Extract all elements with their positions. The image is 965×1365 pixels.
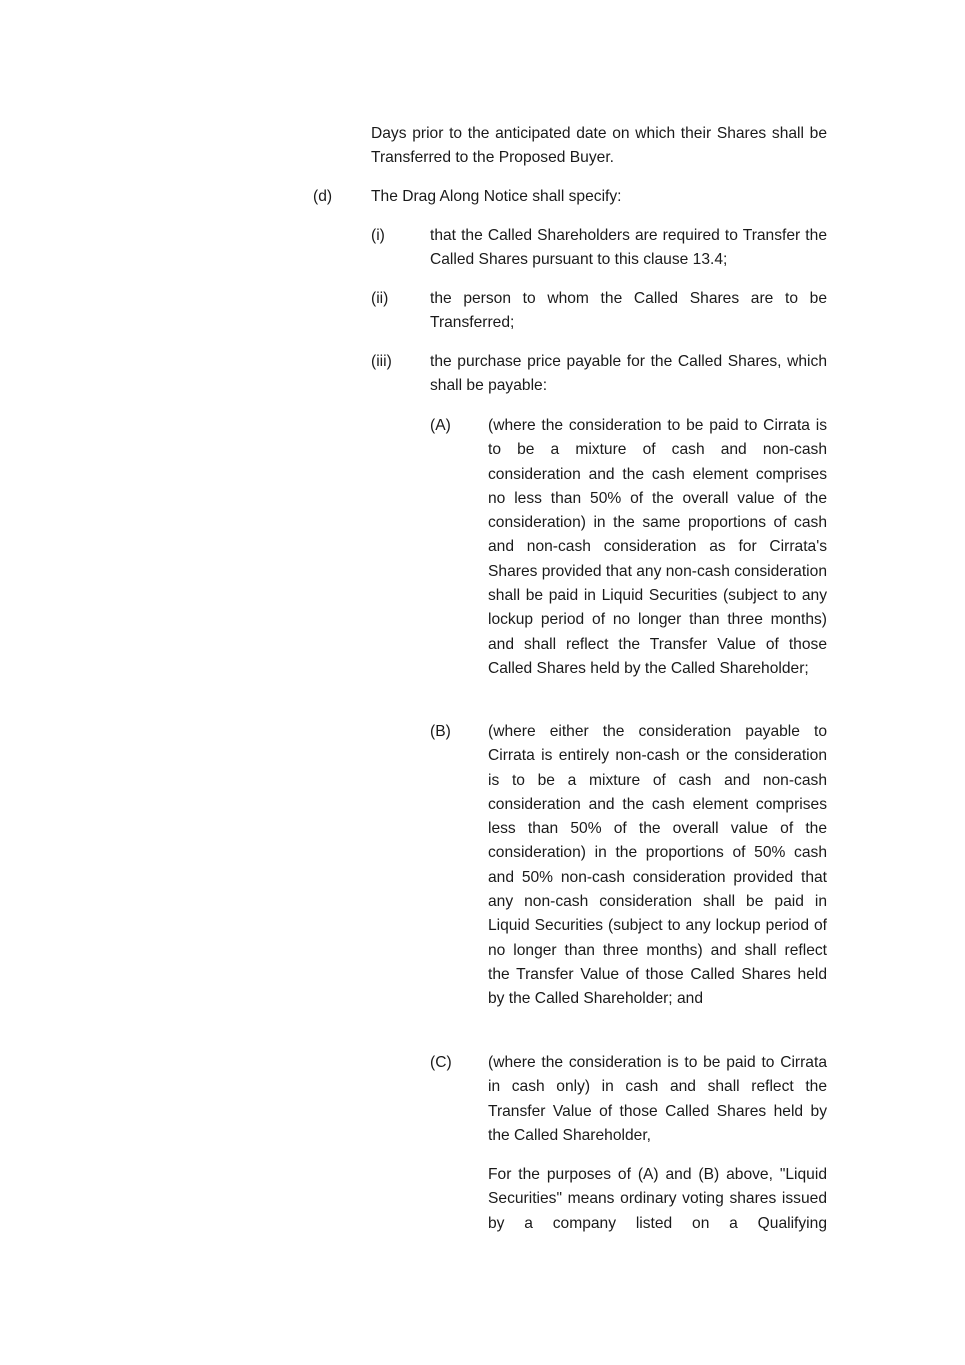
clause-c-label: (C) bbox=[430, 1054, 452, 1071]
clause-d-label: (d) bbox=[313, 188, 333, 205]
clause-a-text: (where the consideration to be paid to Cirrata is to be a mixture of cash and non-cash consideration and the cash element comprises no less than 50% of the overall value of the consideration) in the same proportions of cash and non-cash consideration as for Cirrata's Shares provided that any non-cash consideration shall be paid in Liquid Securities (subject to any lockup period of no longer than three months) and shall reflect the Transfer Value of those Called Shares held by the Called Shareholder; bbox=[488, 417, 827, 677]
clause-c-text: (where the consideration is to be paid to Cirrata in cash only) in cash and shall reflect the Transfer Value of those Called Shares held by the Called Shareholder, bbox=[488, 1054, 827, 1144]
clause-b-text: (where either the consideration payable to Cirrata is entirely non-cash or the consideration is to be a mixture of cash and non-cash consideration and the cash element comprises less than 50% of the overall value of the consideration) in the proportions of 50% cash and 50% non-cash consideration provided that any non-cash consideration shall be paid in Liquid Securities (subject to any lockup period of no longer than three months) and shall reflect the Transfer Value of those Called Shares held by the Called Shareholder; and bbox=[488, 723, 827, 1008]
liquid-securities-definition: For the purposes of (A) and (B) above, "Liquid Securities" means ordinary voting shares issued by a company listed on a Qualifying bbox=[488, 1166, 827, 1232]
clause-d-text: The Drag Along Notice shall specify: bbox=[371, 188, 622, 205]
clause-i-text: that the Called Shareholders are required to Transfer the Called Shares pursuant to this clause 13.4; bbox=[430, 227, 827, 269]
clause-iii-text: the purchase price payable for the Called Shares, which shall be payable: bbox=[430, 353, 827, 395]
clause-a-label: (A) bbox=[430, 417, 451, 434]
clause-ii-text: the person to whom the Called Shares are to be Transferred; bbox=[430, 290, 827, 332]
intro-paragraph: Days prior to the anticipated date on which their Shares shall be Transferred to the Proposed Buyer. bbox=[371, 125, 827, 167]
clause-i-label: (i) bbox=[371, 227, 385, 244]
clause-ii-label: (ii) bbox=[371, 290, 389, 307]
clause-b-label: (B) bbox=[430, 723, 451, 740]
clause-iii-label: (iii) bbox=[371, 353, 392, 370]
